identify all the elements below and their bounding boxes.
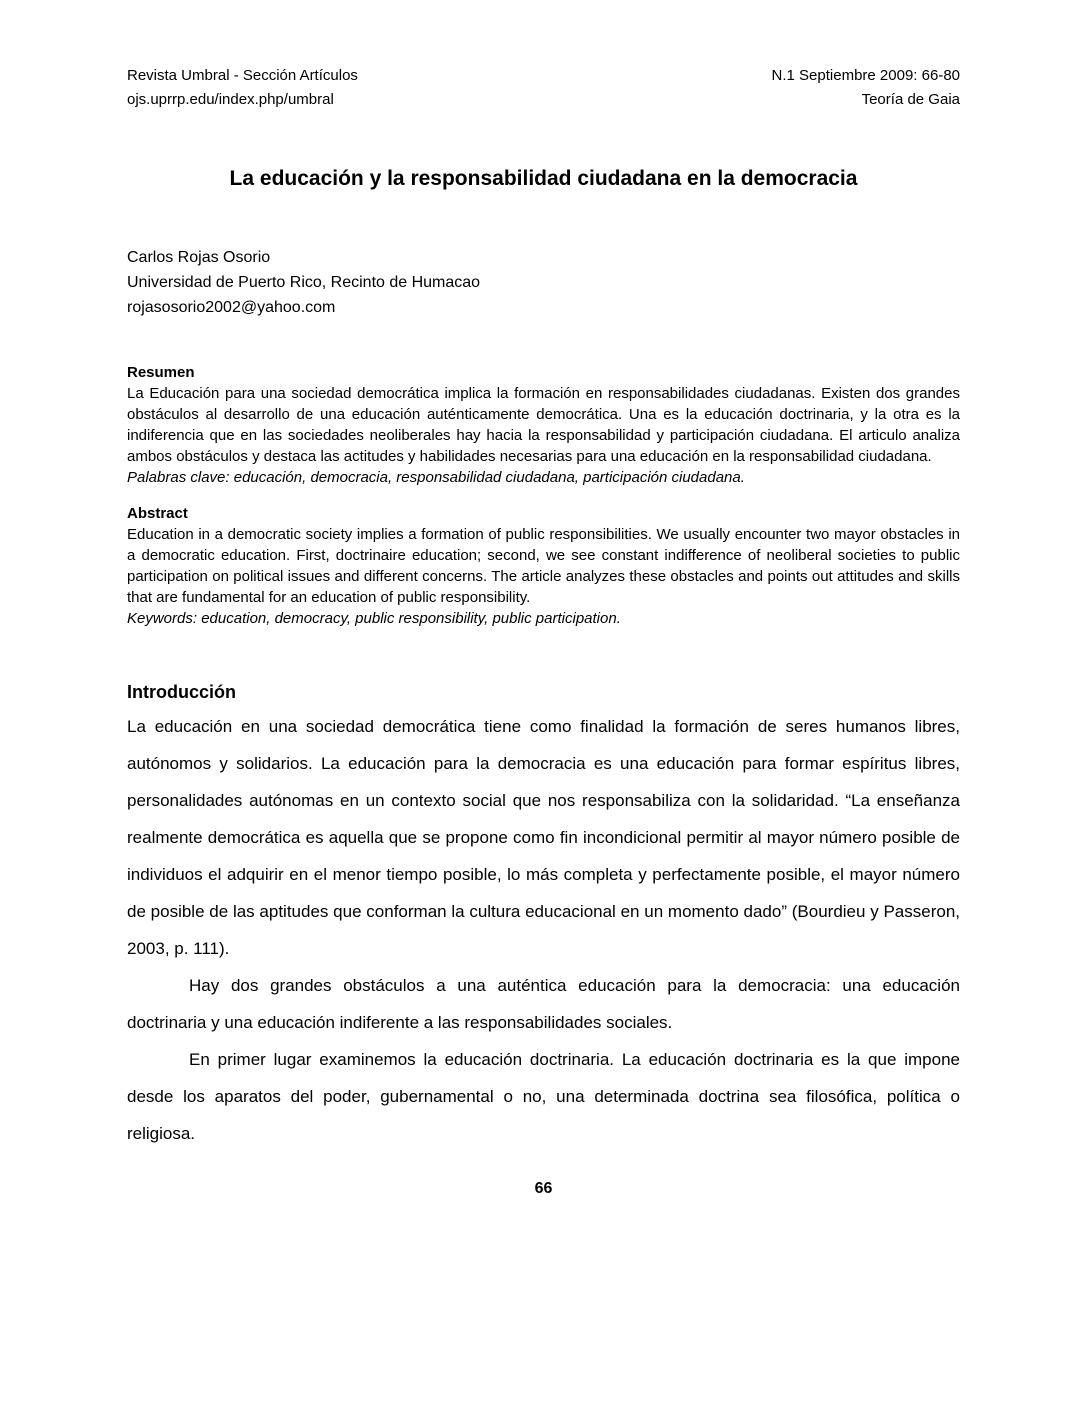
journal-header-left [127,64,358,112]
article-title: La educación y la responsabilidad ciudadana en la democracia [229,167,858,190]
abstract-heading: Abstract [127,505,188,522]
introduction-section [127,679,960,1152]
resumen-text: La Educación para una sociedad democrática implica la formación en responsabilidades ciudadanas. Existen dos grandes obstáculos al desarrollo de una educación auténticamente democrática. Una es la educación doctrinaria, y la otra es la indiferencia que en las sociedades neoliberales hay hacia la responsabilidad y participación ciudadana. El articulo analiza ambos obstáculos y destaca las actitudes y habilidades necesarias para una educación en la responsabilidad ciudadana. [127,385,960,465]
journal-url: ojs.uprrp.edu/index.php/umbral [127,91,334,108]
resumen-keywords: Palabras clave: educación, democracia, responsabilidad ciudadana, participación ciudadana. [127,469,745,486]
author-email: rojasosorio2002@yahoo.com [127,299,336,316]
author-block [127,245,960,320]
abstract-text: Education in a democratic society implies a formation of public responsibilities. We usually encounter two mayor obstacles in a democratic education. First, doctrinaire education; second, we see constant indifference of neoliberal societies to public participation on political issues and different concerns. The article analyzes these obstacles and points out attitudes and skills that are fundamental for an education of public responsibility. [127,526,960,606]
resumen-section [127,362,960,488]
author-affiliation: Universidad de Puerto Rico, Recinto de Humacao [127,274,481,291]
journal-header [127,64,960,112]
journal-header-right [772,64,960,112]
resumen-heading: Resumen [127,364,195,381]
issue-info: N.1 Septiembre 2009: 66-80 [771,67,960,84]
abstract-section [127,503,960,629]
introduction-heading: Introducción [127,682,236,702]
page-footer [127,1178,960,1199]
intro-paragraph-1: La educación en una sociedad democrática tiene como finalidad la formación de seres humanos libres, autónomos y solidarios. La educación para la democracia es una educación para formar espíritus libres, personalidades autónomas en un contexto social que nos responsabiliza con la solidaridad. “La enseñanza realmente democrática es aquella que se propone como fin incondicional permitir al mayor número posible de individuos el adquirir en el menor tiempo posible, lo más completa y perfectamente posible, el mayor número de posible de las aptitudes que conforman la cultura educacional en un momento dado” (Bourdieu y Passeron, 2003, p. 111). [127,717,960,958]
intro-paragraph-2: Hay dos grandes obstáculos a una auténtica educación para la democracia: una educación doctrinaria y una educación indiferente a las responsabilidades sociales. [127,976,960,1032]
abstract-keywords: Keywords: education, democracy, public responsibility, public participation. [127,610,621,627]
journal-name: Revista Umbral - Sección Artículos [127,67,358,84]
author-name: Carlos Rojas Osorio [127,249,271,266]
intro-paragraph-3: En primer lugar examinemos la educación doctrinaria. La educación doctrinaria es la que impone desde los aparatos del poder, gubernamental o no, una determinada doctrina sea filosófica, política o religiosa. [127,1050,960,1143]
section-name: Teoría de Gaia [861,91,960,108]
page-number: 66 [534,1180,553,1197]
